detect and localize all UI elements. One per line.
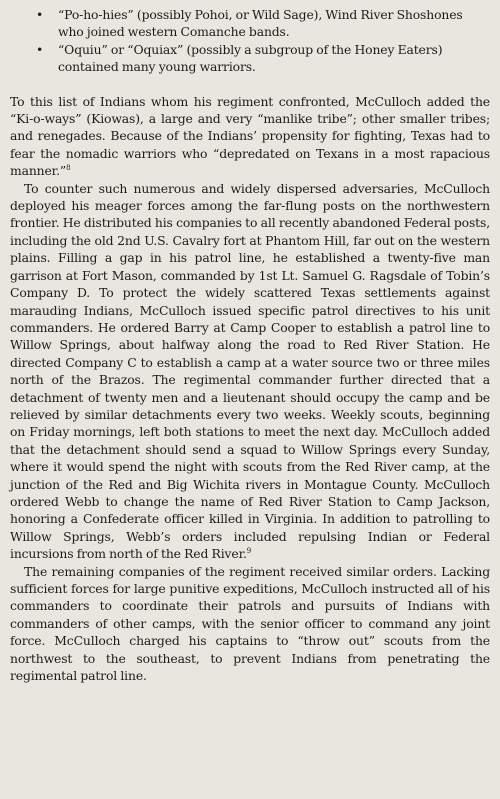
tribe-bullet-list xyxy=(36,6,490,76)
paragraph-text: The remaining companies of the regiment received similar orders. Lacking sufficient forces for large punitive expeditions, McCulloch instructed all of his commanders to coordinate their patrols and pursuits of Indians with commanders of other camps, with the senior officer to command any joint force. McCulloch charged his captains to “throw out” scouts from the northwest to the southeast, to prevent Indians from penetrating the regimental patrol line. xyxy=(10,563,490,684)
footnote-marker: 8 xyxy=(66,164,71,173)
bullet-item-po-ho-hies xyxy=(36,6,490,41)
paragraph-remaining-companies xyxy=(10,563,490,685)
paragraph-kiowas xyxy=(10,93,490,180)
paragraph-text: To this list of Indians whom his regiment confronted, McCulloch added the “Ki-o-ways” (Kiowas), a large and very “manlike tribe”; other smaller tribes; and renegades. Because of the Indians’ propensity for fighting, Texas had to fear the nomadic warriors who “depredated on Texans in a most rapacious manner.” xyxy=(10,93,490,179)
paragraph-text: To counter such numerous and widely dispersed adversaries, McCulloch deployed his meager forces among the far-flung posts on the northwestern frontier. He distributed his companies to all recently abandoned Federal posts, including the old 2nd U.S. Cavalry fort at Phantom Hill, far out on the western plains. Filling a gap in his patrol line, he established a twenty-five man garrison at Fort Mason, commanded by 1st Lt. Samuel G. Ragsdale of Tobin’s Company D. To protect the widely scattered Texas settlements against marauding Indians, McCulloch issued specific patrol directives to his unit commanders. He ordered Barry at Camp Cooper to establish a patrol line to Willow Springs, about halfway along the road to Red River Station. He directed Company C to establish a camp at a water source two or three miles north of the Brazos. The regimental commander further directed that a detachment of twenty men and a lieutenant should occupy the camp and be relieved by similar detachments every two weeks. Weekly scouts, beginning on Friday mornings, left both stations to meet the next day. McCulloch added that the detachment should send a squad to Willow Springs every Sunday, where it would spend the night with scouts from the Red River camp, at the junction of the Red and Big Wichita rivers in Montague County. McCulloch ordered Webb to change the name of Red River Station to Camp Jackson, honoring a Confederate officer killed in Virginia. In addition to patrolling to Willow Springs, Webb’s orders included repulsing Indian or Federal incursions from north of the Red River. xyxy=(10,180,490,562)
bullet-item-oquiu xyxy=(36,41,490,76)
paragraph-deployment xyxy=(10,180,490,563)
footnote-marker: 9 xyxy=(246,547,252,556)
bullet-text: “Oquiu” or “Oquiax” (possibly a subgroup of the Honey Eaters) contained many young warriors. xyxy=(58,41,443,75)
bullet-text: “Po-ho-hies” (possibly Pohoi, or Wild Sage), Wind River Shoshones who joined western Comanche bands. xyxy=(58,7,463,40)
